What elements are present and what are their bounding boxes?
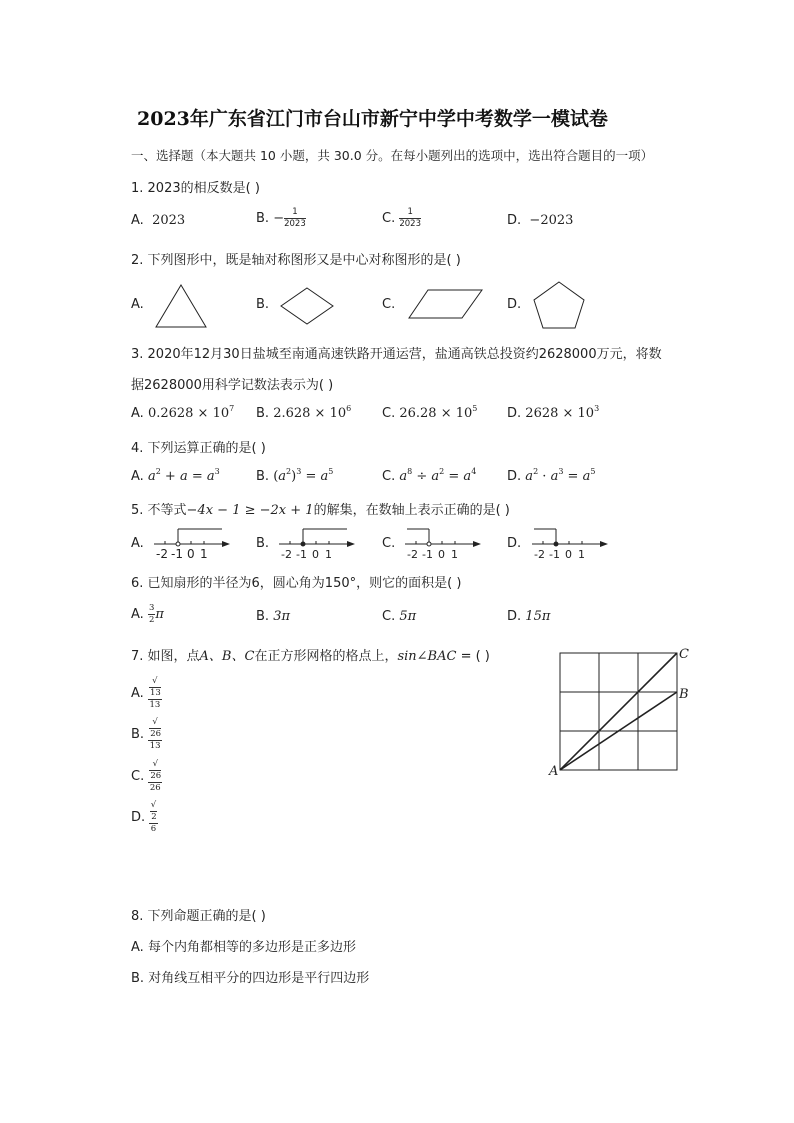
q3-option-c: C. $26.28 \times 10^5$ bbox=[382, 404, 478, 421]
question-1-stem: 1. 2023的相反数是( ) bbox=[131, 181, 260, 196]
point-a-label: A bbox=[549, 764, 559, 779]
q3-option-d: D. $2628 \times 10^3$ bbox=[507, 404, 600, 421]
svg-text:-1: -1 bbox=[171, 547, 183, 561]
svg-text:0: 0 bbox=[565, 548, 572, 561]
q8-option-a: A. 每个内角都相等的多边形是正多边形 bbox=[131, 940, 356, 955]
option-fraction: $\frac{1}{2023}$ bbox=[399, 207, 421, 229]
question-6-stem: 6. 已知扇形的半径为6，圆心角为150°，则它的面积是( ) bbox=[131, 576, 462, 591]
q5-label-c: C. bbox=[382, 536, 396, 551]
q2-label-b: B. bbox=[256, 297, 270, 312]
q8-option-b: B. 对角线互相平分的四边形是平行四边形 bbox=[131, 971, 370, 986]
number-line-a bbox=[152, 526, 232, 560]
q5-label-b: B. bbox=[256, 536, 270, 551]
q7-option-c: C. √ 26 26 bbox=[131, 759, 162, 793]
q6-option-b: B. 3π bbox=[256, 609, 291, 624]
number-line-b bbox=[277, 526, 357, 560]
option-label: B. bbox=[256, 211, 270, 226]
svg-text:-1: -1 bbox=[549, 548, 560, 561]
q5-label-a: A. bbox=[131, 536, 144, 551]
svg-text:-2: -2 bbox=[156, 547, 168, 561]
parallelogram-figure bbox=[408, 289, 483, 319]
q2-label-c: C. bbox=[382, 297, 396, 312]
point-b-label: B bbox=[679, 687, 689, 702]
question-3-stem-line1: 3. 2020年12月30日盐城至南通高速铁路开通运营，盐通高铁总投资约2628000万元，将数 bbox=[131, 347, 662, 362]
q4-option-b: B. $(a^2)^3 = a^5$ bbox=[256, 467, 334, 484]
q1-option-d bbox=[507, 213, 573, 228]
svg-text:1: 1 bbox=[578, 548, 585, 561]
question-5-stem: 5. 不等式−4x − 1 ≥ −2x + 1的解集，在数轴上表示正确的是( ) bbox=[131, 503, 510, 518]
point-c-label: C bbox=[679, 647, 689, 662]
q4-option-a: A. $a^2 + a = a^3$ bbox=[131, 467, 220, 484]
svg-text:-2: -2 bbox=[534, 548, 545, 561]
q7-option-b: B. √ 26 13 bbox=[131, 717, 162, 751]
question-2-stem: 2. 下列图形中，既是轴对称图形又是中心对称图形的是( ) bbox=[131, 253, 461, 268]
question-8-stem: 8. 下列命题正确的是( ) bbox=[131, 909, 266, 924]
svg-text:-2: -2 bbox=[281, 548, 292, 561]
number-line-c bbox=[403, 526, 483, 560]
q5-label-d: D. bbox=[507, 536, 522, 551]
q1-option-b bbox=[256, 207, 306, 230]
q7-option-d: D. √ 2 6 bbox=[131, 800, 157, 834]
question-7-stem: 7. 如图，点A、B、C在正方形网格的格点上，sin∠BAC = ( ) bbox=[131, 649, 490, 664]
equilateral-triangle-figure bbox=[155, 284, 207, 328]
grid-figure bbox=[548, 645, 698, 780]
q4-option-c: C. $a^8 \div a^2 = a^4$ bbox=[382, 467, 477, 484]
section-heading: 一、选择题（本大题共 10 小题，共 30.0 分。在每小题列出的选项中，选出符合题目的一项） bbox=[131, 148, 654, 163]
question-4-stem: 4. 下列运算正确的是( ) bbox=[131, 441, 266, 456]
q2-label-a: A. bbox=[131, 297, 144, 312]
number-line-d bbox=[530, 526, 610, 560]
question-3-stem-line2: 据2628000用科学记数法表示为( ) bbox=[131, 378, 334, 393]
pentagon-figure bbox=[533, 281, 585, 329]
svg-text:1: 1 bbox=[451, 548, 458, 561]
option-label: C. bbox=[382, 211, 396, 226]
svg-text:0: 0 bbox=[312, 548, 319, 561]
q6-option-d: D. 15π bbox=[507, 609, 551, 624]
q3-option-a: A. $0.2628 \times 10^7$ bbox=[131, 404, 235, 421]
svg-text:-1: -1 bbox=[296, 548, 307, 561]
option-value: −2023 bbox=[529, 213, 574, 228]
option-label: A. bbox=[131, 213, 144, 228]
option-sign: − bbox=[273, 211, 285, 226]
q7-option-a: A. √ 13 13 bbox=[131, 676, 161, 710]
svg-text:0: 0 bbox=[438, 548, 445, 561]
q1-option-a bbox=[131, 213, 185, 228]
q6-option-c: C. 5π bbox=[382, 609, 417, 624]
svg-text:1: 1 bbox=[325, 548, 332, 561]
svg-text:-1: -1 bbox=[422, 548, 433, 561]
option-value: 2023 bbox=[152, 213, 186, 228]
svg-text:-2: -2 bbox=[407, 548, 418, 561]
rhombus-figure bbox=[280, 287, 334, 325]
q6-option-a: A. $\frac{3}{2}$ π bbox=[131, 603, 164, 625]
q1-option-c bbox=[382, 207, 421, 230]
q3-option-b: B. $2.628 \times 10^6$ bbox=[256, 404, 352, 421]
option-fraction: $\frac{1}{2023}$ bbox=[284, 207, 306, 229]
svg-text:0: 0 bbox=[187, 547, 195, 561]
q2-label-d: D. bbox=[507, 297, 522, 312]
option-label: D. bbox=[507, 213, 522, 228]
q4-option-d: D. $a^2 \cdot a^3 = a^5$ bbox=[507, 467, 596, 484]
page-title: 2023年广东省江门市台山市新宁中学中考数学一模试卷 bbox=[137, 108, 608, 130]
svg-text:1: 1 bbox=[200, 547, 208, 561]
